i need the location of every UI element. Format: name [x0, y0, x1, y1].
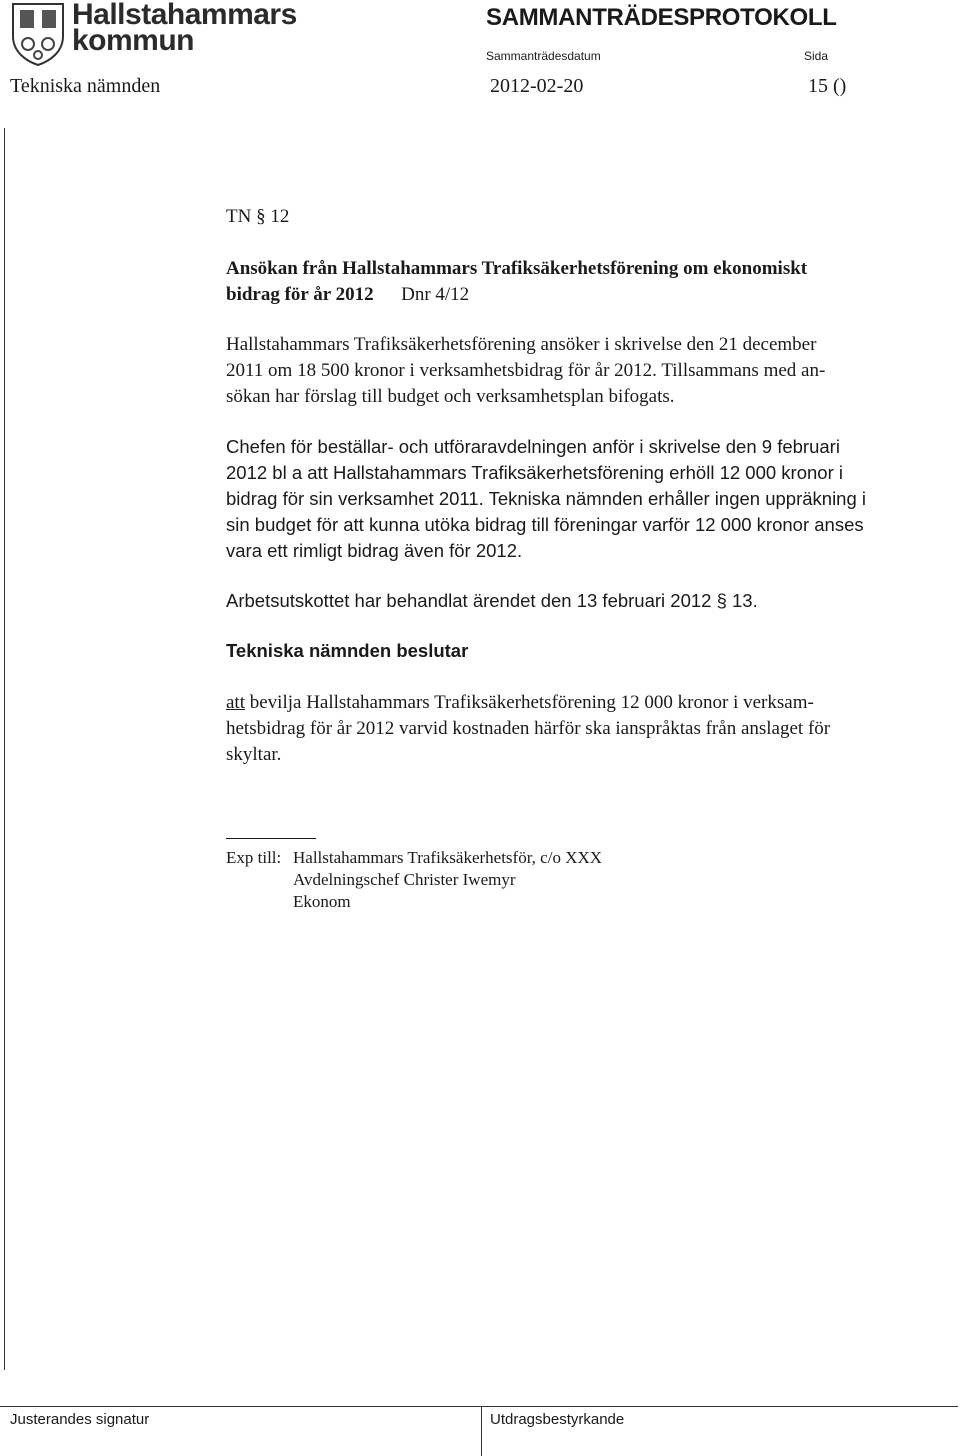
distribution-rule — [226, 838, 316, 839]
distribution-row — [226, 847, 946, 869]
decision-text — [226, 690, 946, 768]
distribution-row — [226, 891, 946, 913]
logo-line-1: Hallstahammars — [72, 0, 297, 31]
page-label: Sida — [804, 49, 829, 63]
extract-certification-label: Utdragsbestyrkande — [490, 1411, 625, 1428]
paragraph-statement — [226, 434, 946, 564]
decision-line-1: bevilja Hallstahammars Trafiksäkerhetsförening 12 000 kronor i verksam- — [245, 692, 814, 713]
footer-rule — [0, 1406, 958, 1407]
diary-number: Dnr 4/12 — [401, 284, 470, 305]
distribution-label: Exp till: — [226, 848, 282, 867]
item-title-line-1: Ansökan från Hallstahammars Trafiksäkerhetsförening om ekonomiskt — [226, 258, 808, 279]
item-title-text: bidrag för år 2012 — [226, 284, 374, 305]
decision-att: att — [226, 692, 245, 713]
distribution-row — [226, 869, 946, 891]
distribution-recipient: Ekonom — [293, 892, 351, 911]
meeting-date-label: Sammanträdesdatum — [486, 49, 601, 63]
logo-text — [72, 0, 297, 57]
page-number: 15 () — [808, 75, 847, 97]
text-line: sin budget för att kunna utöka bidrag till föreningar varför 12 000 kronor anses — [226, 514, 864, 535]
coat-of-arms-icon — [10, 2, 66, 66]
document-title: SAMMANTRÄDESPROTOKOLL — [486, 4, 837, 31]
text-line: bidrag för sin verksamhet 2011. Tekniska nämnden erhåller ingen uppräkning i — [226, 488, 867, 509]
footer-divider — [481, 1406, 482, 1456]
decision-line-3: skyltar. — [226, 744, 282, 765]
margin-line — [4, 128, 5, 1370]
decision-line-2: hetsbidrag för år 2012 varvid kostnaden härför ska ianspråktas från anslaget för — [226, 718, 831, 739]
signature-label: Justerandes signatur — [10, 1411, 150, 1428]
text-line: 2011 om 18 500 kronor i verksamhetsbidrag för år 2012. Tillsammans med an- — [226, 360, 826, 381]
distribution-recipient: Avdelningschef Christer Iwemyr — [293, 870, 516, 889]
distribution-list — [226, 847, 946, 913]
logo-line-2: kommun — [72, 24, 195, 57]
text-line: sökan har förslag till budget och verksamhetsplan bifogats. — [226, 386, 675, 407]
item-number: TN § 12 — [226, 206, 290, 227]
text-line: Chefen för beställar- och utföraravdelningen anför i skrivelse den 9 februari — [226, 436, 840, 457]
item-title-line-2 — [226, 282, 946, 308]
text-line: 2012 bl a att Hallstahammars Trafiksäkerhetsförening erhöll 12 000 kronor i — [226, 462, 843, 483]
decision-heading: Tekniska nämnden beslutar — [226, 640, 469, 661]
paragraph-application — [226, 332, 946, 410]
committee-name: Tekniska nämnden — [10, 75, 161, 97]
meeting-date: 2012-02-20 — [490, 75, 584, 97]
paragraph-committee-review: Arbetsutskottet har behandlat ärendet den 13 februari 2012 § 13. — [226, 590, 758, 611]
municipality-logo — [10, 0, 297, 68]
text-line — [226, 690, 946, 716]
distribution-recipient: Hallstahammars Trafiksäkerhetsför, c/o XXX — [293, 848, 603, 867]
text-line: Hallstahammars Trafiksäkerhetsförening ansöker i skrivelse den 21 december — [226, 334, 817, 355]
document-body — [226, 204, 946, 913]
text-line: vara ett rimligt bidrag även för 2012. — [226, 540, 523, 561]
